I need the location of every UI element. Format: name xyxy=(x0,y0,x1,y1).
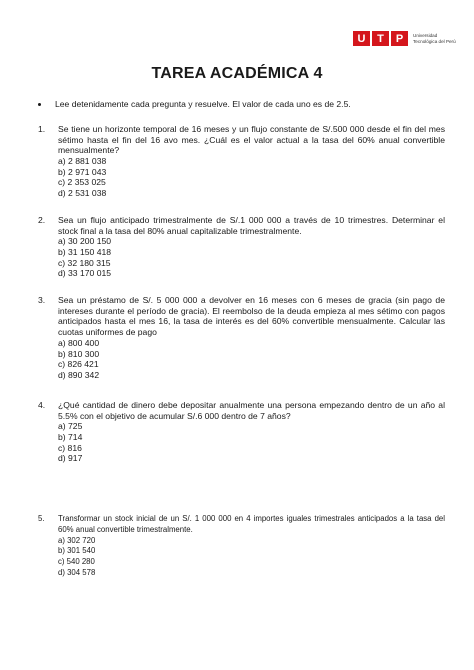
option-a: a) 30 200 150 xyxy=(58,236,112,247)
option-b: b) 2 971 043 xyxy=(58,166,107,177)
option-b: b) 810 300 xyxy=(58,348,100,359)
option-c: c) 32 180 315 xyxy=(58,257,111,268)
logo-letter-u: U xyxy=(353,31,370,46)
question-options xyxy=(58,236,445,279)
question-number: 3. xyxy=(38,295,46,305)
option-d: d) 33 170 015 xyxy=(58,268,112,279)
question-text: Se tiene un horizonte temporal de 16 meses y un flujo constante de S/.500 000 desde el fin del mes sétimo hasta el fin del 16 avo mes. ¿Cuál es el valor actual a la tasa del 60% anual convertible mensualmente? xyxy=(58,124,445,156)
option-a: a) 800 400 xyxy=(58,337,100,348)
question-options xyxy=(58,156,445,199)
logo-letter-t: T xyxy=(372,31,389,46)
instructions xyxy=(38,99,351,109)
page-title: TAREA ACADÉMICA 4 xyxy=(151,65,323,82)
utp-logo xyxy=(353,31,457,46)
option-a: a) 302 720 xyxy=(58,535,96,545)
question-4 xyxy=(40,400,445,464)
instructions-text: Lee detenidamente cada pregunta y resuelve. El valor de cada uno es de 2.5. xyxy=(55,99,351,109)
question-1 xyxy=(40,124,445,199)
question-number: 2. xyxy=(38,215,46,225)
option-d: d) 2 531 038 xyxy=(58,188,107,199)
question-options xyxy=(58,338,445,381)
question-options xyxy=(58,421,445,464)
question-options xyxy=(58,536,445,579)
option-a: a) 725 xyxy=(58,421,83,432)
option-b: b) 31 150 418 xyxy=(58,247,112,258)
bullet-icon xyxy=(38,103,41,106)
question-2 xyxy=(40,215,445,279)
question-number: 5. xyxy=(38,514,45,523)
question-3 xyxy=(40,295,445,381)
option-b: b) 301 540 xyxy=(58,546,96,556)
question-text: Sea un flujo anticipado trimestralmente de S/.1 000 000 a través de 10 trimestres. Determinar el stock final a la tasa del 80% anual capitalizable trimestralmente. xyxy=(58,215,445,236)
option-c: c) 826 421 xyxy=(58,359,99,370)
question-text: Sea un préstamo de S/. 5 000 000 a devolver en 16 meses con 6 meses de gracia (sin pago de intereses durante el período de gracia). El reembolso de la deuda empieza al mes sétimo con pagos anticipados hasta el mes 16, la tasa de interés es del 60% convertible mensualmente. Calcular las cuotas uniformes de pago xyxy=(58,295,445,338)
option-a: a) 2 881 038 xyxy=(58,156,107,167)
option-b: b) 714 xyxy=(58,432,83,443)
option-d: d) 304 578 xyxy=(58,567,96,577)
option-c: c) 540 280 xyxy=(58,556,95,566)
university-name: Universidad Tecnológica del Perú xyxy=(413,33,456,44)
logo-letter-p: P xyxy=(391,31,408,46)
question-number: 4. xyxy=(38,400,46,410)
option-d: d) 890 342 xyxy=(58,369,100,380)
option-c: c) 816 xyxy=(58,442,82,453)
question-5 xyxy=(40,514,445,578)
option-c: c) 2 353 025 xyxy=(58,177,106,188)
question-text: ¿Qué cantidad de dinero debe depositar anualmente una persona empezando dentro de un año al 5.5% con el objetivo de acumular S/.6 000 dentro de 7 años? xyxy=(58,400,445,421)
question-number: 1. xyxy=(38,124,46,134)
option-d: d) 917 xyxy=(58,453,83,464)
question-text: Transformar un stock inicial de un S/. 1 000 000 en 4 importes iguales trimestrales anticipados a la tasa del 60% anual convertible trimestralmente. xyxy=(58,514,445,534)
